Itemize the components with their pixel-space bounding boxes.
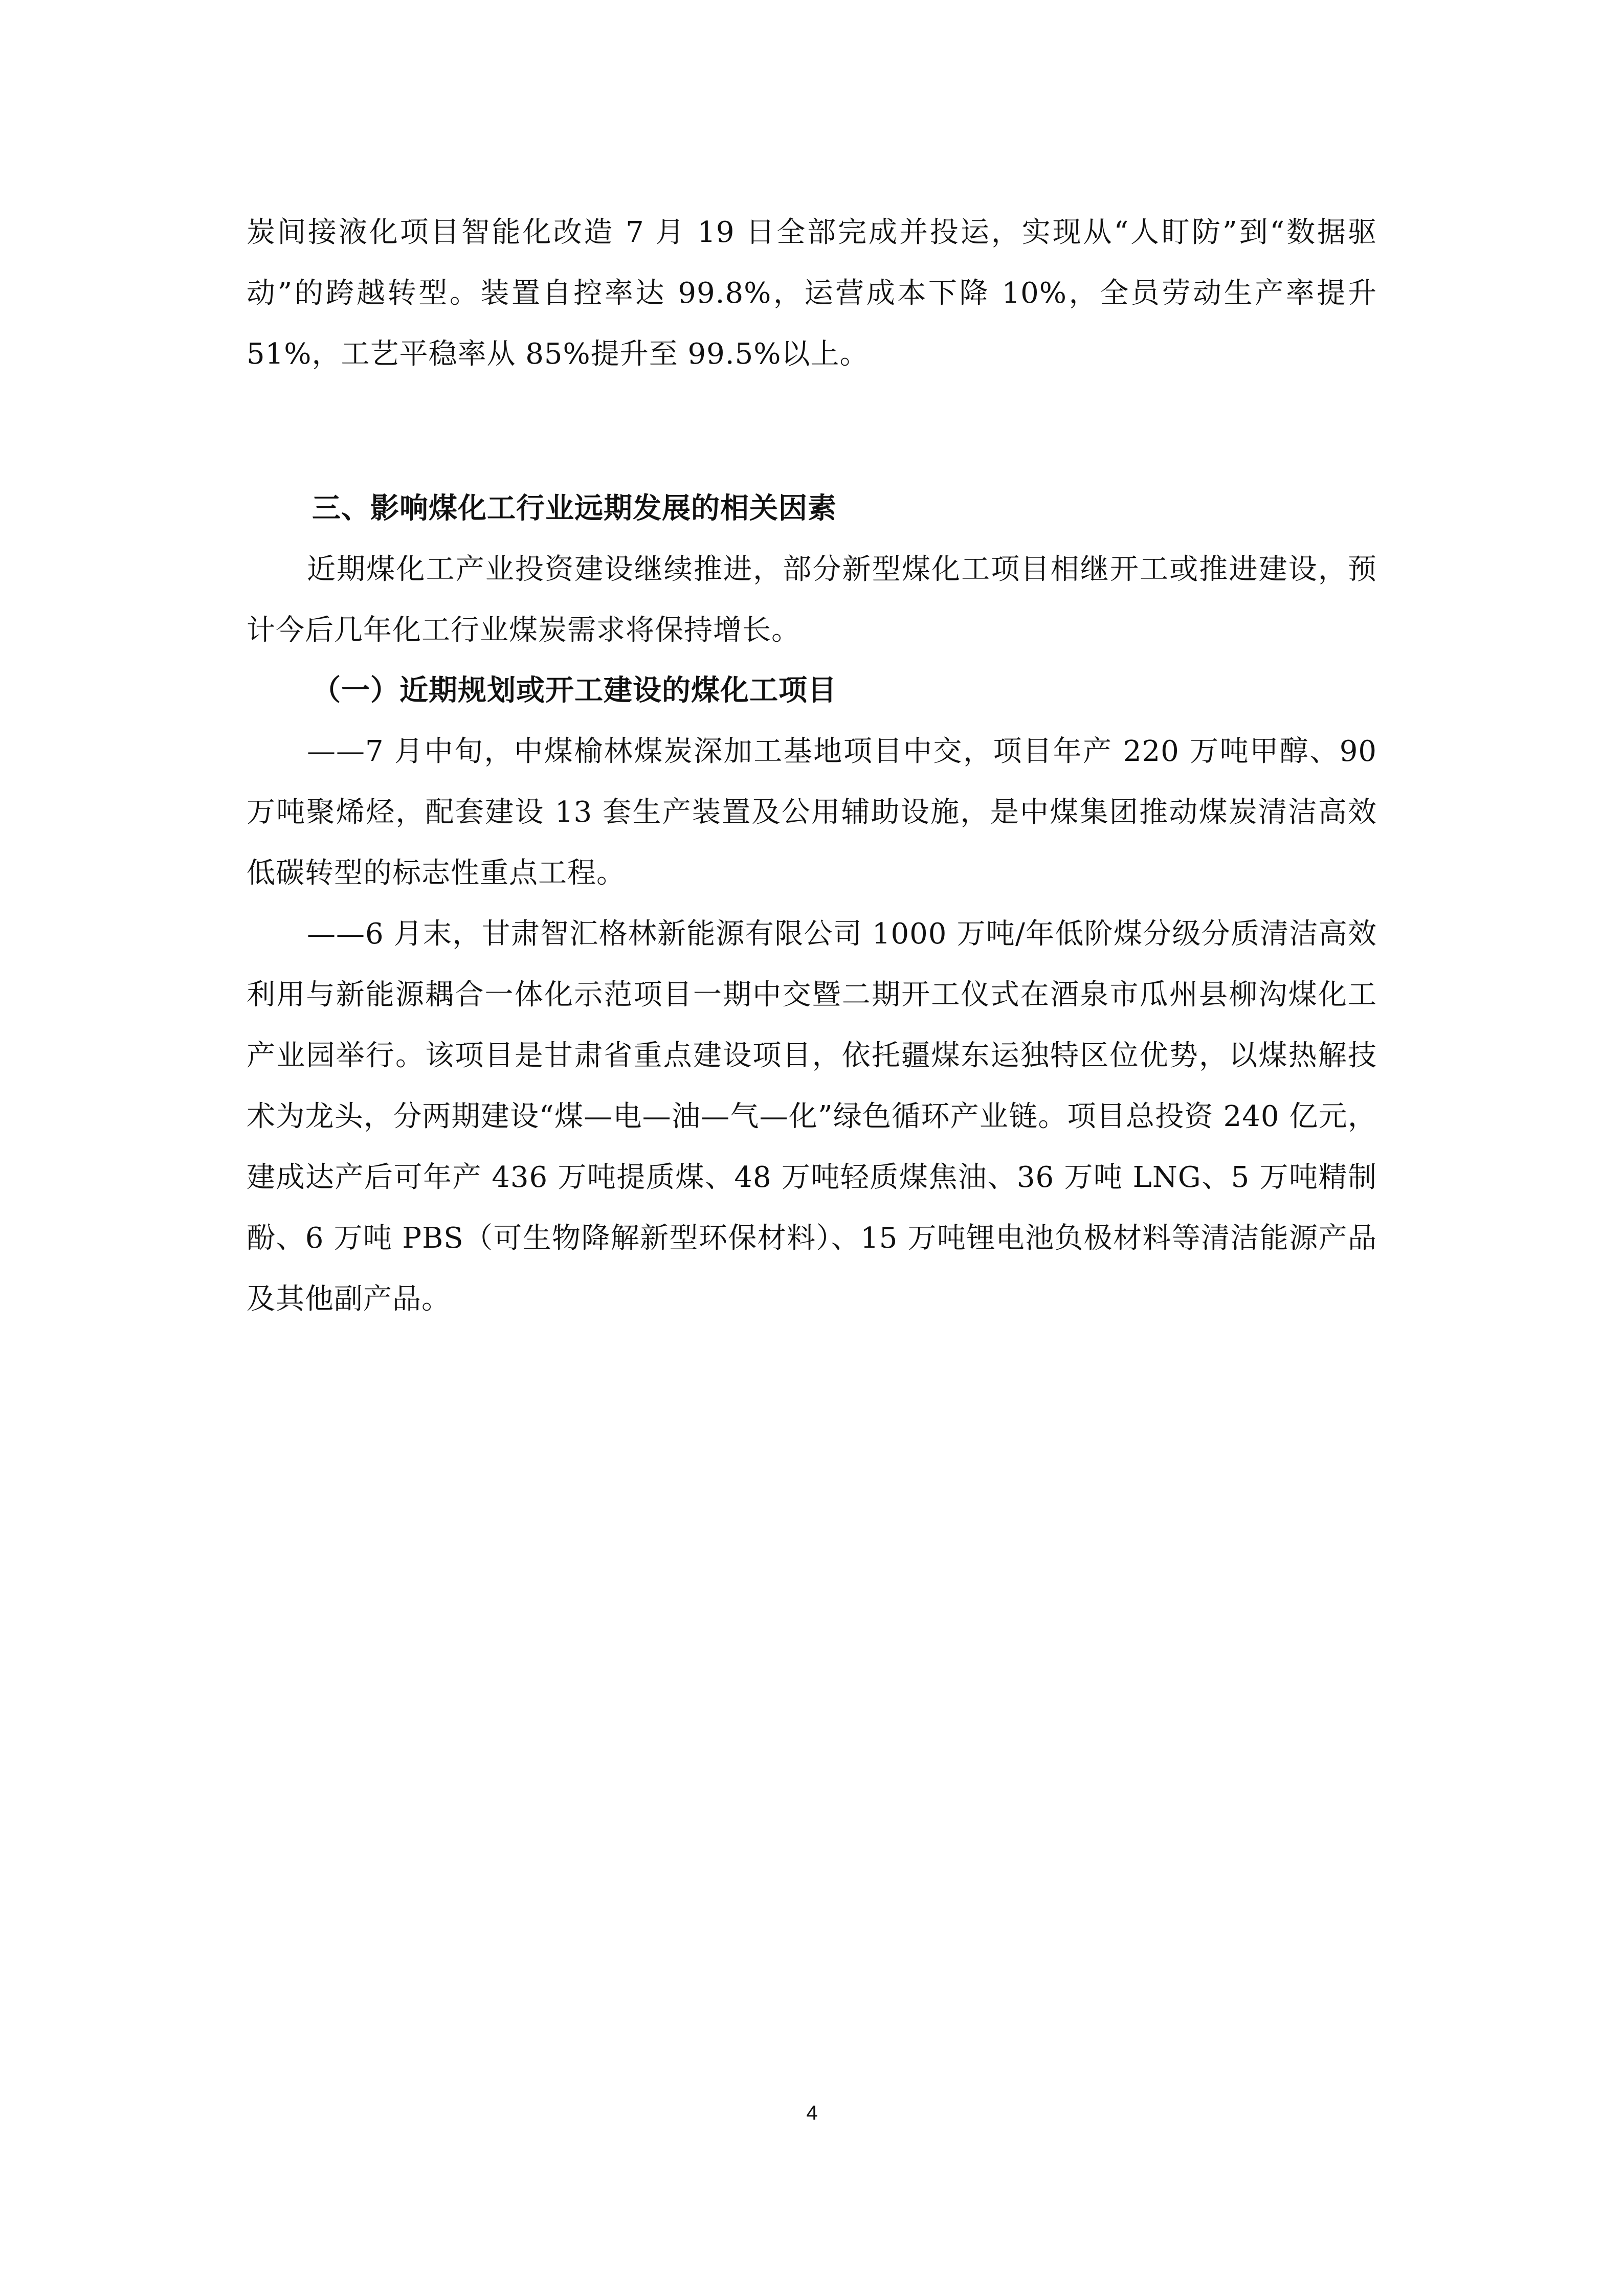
paragraph-continuation: 炭间接液化项目智能化改造 7 月 19 日全部完成并投运，实现从“人盯防”到“数据驱动”的跨越转型。装置自控率达 99.8%，运营成本下降 10%，全员劳动生产率提升 51%，工艺平稳率从 85%提升至 99.5%以上。 xyxy=(247,216,1377,371)
project-item-zhongmei-yulin: ——7 月中旬，中煤榆林煤炭深加工基地项目中交，项目年产 220 万吨甲醇、90 万吨聚烯烃，配套建设 13 套生产装置及公用辅助设施，是中煤集团推动煤炭清洁高效低碳转型的标志性重点工程。 xyxy=(247,735,1377,890)
section-heading: 三、影响煤化工行业远期发展的相关因素 xyxy=(312,491,837,525)
project-item-gansu-zhihui-gelin: ——6 月末，甘肃智汇格林新能源有限公司 1000 万吨/年低阶煤分级分质清洁高效利用与新能源耦合一体化示范项目一期中交暨二期开工仪式在酒泉市瓜州县柳沟煤化工产业园举行。该项目是甘肃省重点建设项目，依托疆煤东运独特区位优势，以煤热解技术为龙头，分两期建设“煤—电—油—气—化”绿色循环产业链。项目总投资 240 亿元，建成达产后可年产 436 万吨提质煤、48 万吨轻质煤焦油、36 万吨 LNG、5 万吨精制酚、6 万吨 PBS（可生物降解新型环保材料）、15 万吨锂电池负极材料等清洁能源产品及其他副产品。 xyxy=(247,917,1377,1316)
page-number: 4 xyxy=(806,2102,818,2124)
section-intro-paragraph: 近期煤化工产业投资建设继续推进，部分新型煤化工项目相继开工或推进建设，预计今后几年化工行业煤炭需求将保持增长。 xyxy=(247,553,1377,647)
subsection-heading: （一）近期规划或开工建设的煤化工项目 xyxy=(312,673,837,707)
